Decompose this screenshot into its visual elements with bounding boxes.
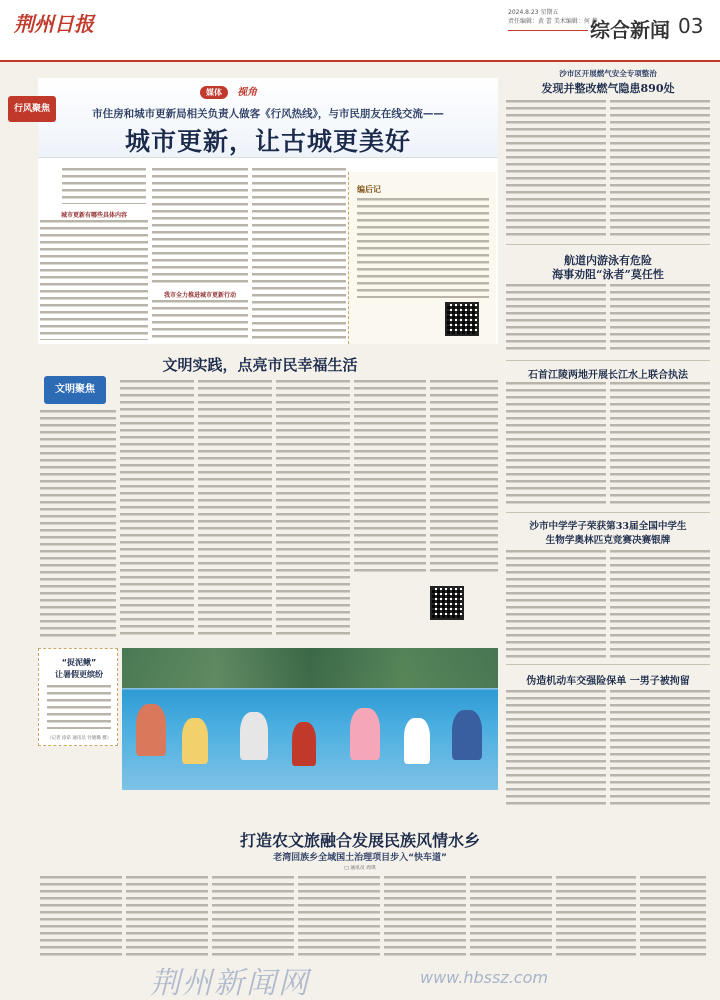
lead-column-2b: [152, 300, 248, 342]
lead-column-1b: [40, 220, 148, 340]
editorial-body: [357, 198, 489, 298]
bottom-column-1: [40, 876, 122, 956]
lead-banner: [38, 78, 498, 158]
divider: [506, 512, 710, 513]
issue-date: 2024.8.23 星期五: [508, 9, 559, 16]
story2-column-4: [276, 380, 350, 638]
qr-code-icon[interactable]: [430, 586, 464, 620]
right-story4-column-1: [506, 550, 606, 658]
bottom-column-8: [640, 876, 706, 956]
right-story1-column-1: [506, 100, 606, 238]
bottom-column-4: [298, 876, 380, 956]
right-story4-title-line1: 沙市中学学子荣获第33届全国中学生: [529, 521, 687, 532]
photo-brief: [38, 648, 118, 746]
story2-column-3: [198, 380, 272, 638]
photo-figure: [240, 712, 268, 760]
bottom-column-5: [384, 876, 466, 956]
right-story2-title-line1: 航道内游泳有危险: [564, 254, 652, 267]
page-number: 03: [678, 14, 704, 38]
newspaper-logo: 荆州日报: [14, 12, 94, 36]
right-story1-title: 发现并整改燃气隐患890处: [541, 82, 675, 95]
news-photo: [122, 648, 498, 790]
qr-code-icon[interactable]: [445, 302, 479, 336]
photo-figure: [182, 718, 208, 764]
lead-title: 城市更新，让古城更美好: [124, 127, 411, 156]
right-story2-column-1: [506, 284, 606, 354]
divider: [506, 360, 710, 361]
photo-trees: [122, 648, 498, 688]
bottom-column-7: [556, 876, 636, 956]
right-story5-column-1: [506, 690, 606, 806]
story2-column-5: [354, 380, 426, 576]
photo-figure: [350, 708, 380, 760]
issue-editors: 责任编辑：黄 蕾 美术编辑：何 静: [508, 18, 598, 25]
brief-title-line1: “捉泥鳅”: [61, 658, 97, 667]
bottom-story-subtitle: 老湾回族乡全域国土治理项目步入“快车道”: [273, 853, 447, 863]
right-story3-column-1: [506, 382, 606, 508]
bottom-story-byline: □ 通讯员 周琪: [344, 866, 376, 871]
kicker-label: 视角: [237, 87, 258, 98]
divider: [506, 664, 710, 665]
brief-credit: （记者 徐昂 通讯员 付晓璐 摄）: [47, 736, 112, 741]
masthead-rule: [508, 30, 588, 31]
brief-body: [47, 685, 111, 729]
photo-figure: [136, 704, 166, 756]
story2-title: 文明实践，点亮市民幸福生活: [162, 356, 358, 374]
kicker-chip: 媒体: [200, 86, 228, 99]
editorial-title: 编后记: [357, 185, 381, 194]
right-story3-title: 石首江陵两地开展长江水上联合执法: [528, 370, 688, 381]
bottom-story-title: 打造农文旅融合发展民族风情水乡: [239, 831, 480, 850]
photo-figure: [452, 710, 482, 760]
story2-column-1: [40, 410, 116, 638]
masthead: [0, 0, 720, 62]
right-story1-column-2: [610, 100, 710, 238]
editorial-note: [348, 172, 496, 344]
bottom-column-6: [470, 876, 552, 956]
right-story5-column-2: [610, 690, 710, 806]
divider: [506, 244, 710, 245]
right-story2-column-2: [610, 284, 710, 354]
civility-badge: 文明聚焦: [44, 376, 106, 404]
brief-title-line2: 让暑假更缤纷: [55, 670, 103, 679]
right-story4-column-2: [610, 550, 710, 658]
media-view-badge: [200, 80, 298, 98]
lead-column-2: [152, 168, 248, 286]
watermark-text: 荆州新闻网: [150, 966, 310, 1000]
lead-subhead-2: 我市全力推进城市更新行动: [163, 292, 236, 299]
story2-column-6: [430, 380, 498, 576]
lead-column-1: [62, 168, 146, 204]
photo-figure: [404, 718, 430, 764]
lead-column-3: [252, 168, 346, 342]
watermark-url: www.hbssz.com: [420, 968, 548, 987]
right-story3-column-2: [610, 382, 710, 508]
photo-figure: [292, 722, 316, 766]
bottom-column-3: [212, 876, 294, 956]
focus-badge: 行风聚焦: [8, 96, 56, 122]
lead-subtitle: 市住房和城市更新局相关负责人做客《行风热线》，与市民朋友在线交流——: [92, 108, 444, 120]
right-story2-title-line2: 海事劝阻“泳者”莫任性: [552, 268, 664, 281]
lead-subhead-1: 城市更新有哪些具体内容: [60, 212, 127, 219]
section-name: 综合新闻: [590, 18, 670, 42]
right-story4-title-line2: 生物学奥林匹克竞赛决赛银牌: [545, 535, 671, 546]
story2-column-2: [120, 380, 194, 638]
right-story5-title: 伪造机动车交强险保单 一男子被拘留: [526, 676, 690, 687]
right-story1-kicker: 沙市区开展燃气安全专项整治: [559, 69, 657, 78]
bottom-column-2: [126, 876, 208, 956]
